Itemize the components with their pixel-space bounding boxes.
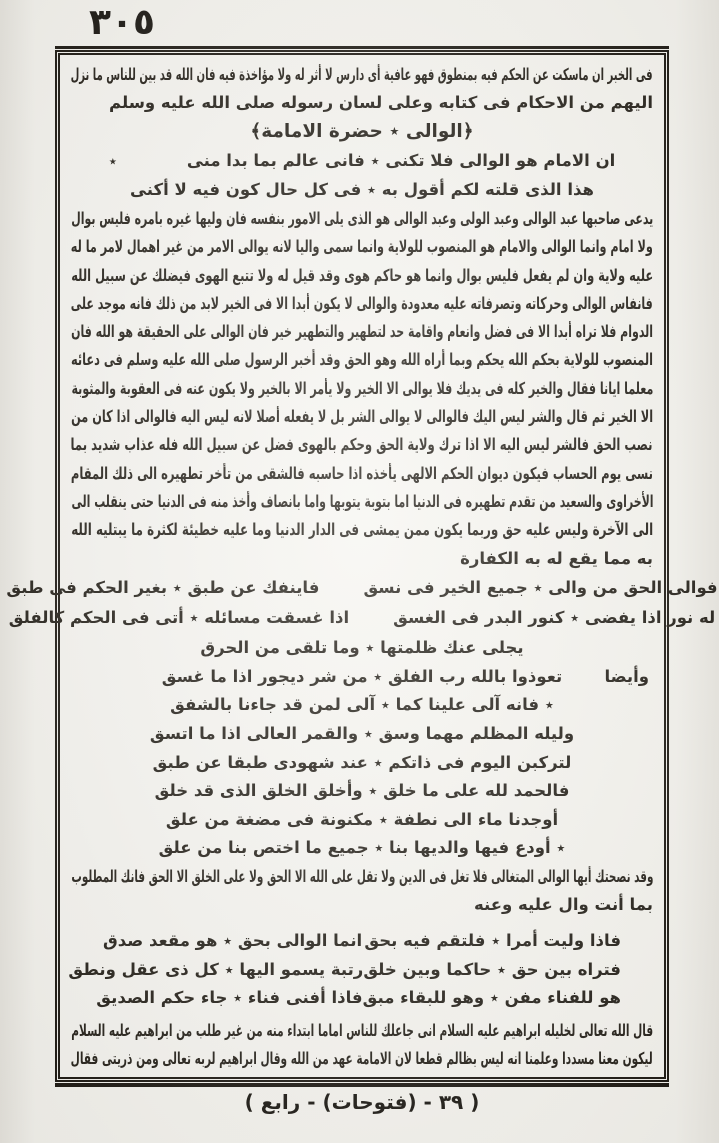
poem-b-line: وأيضا تعوذوا بالله رب الفلق ٭ من شر ديجور اذا ما غسق	[72, 663, 654, 692]
body-line-last: به مما يقع له به الكفارة	[461, 548, 654, 568]
closing-line-1: قال الله تعالى لخليله ابراهيم عليه السلام انى جاعلك للناس اماما ابتداء منه من غير طلب من ابراهيم عليه السلام	[72, 1020, 654, 1040]
section-heading: ﴿الوالى ٭ حضرة الامامة﴾	[251, 121, 475, 142]
text-block	[7, 55, 719, 1077]
poem-b-line: ٭ أودع فيها والديها بنا ٭ جميع ما اختص بنا من علق	[159, 838, 567, 858]
body-line: المنصوب للولاية بحكم الله يحكم وبما أراه الله وهو الحق وقد أخبر الرسول صلى الله عليه وسلم فى دعائه	[72, 350, 654, 370]
body-line: عليه ولاية وان لم يفعل فليس بوال وانما هو حاكم هوى وقد قيل له ولا تتبع الهوى فيضلك عن سبيل الله	[72, 265, 654, 285]
poem-a-line-2: له نور اذا يفضى ٭ كنور البدر فى الغسق اذا غسقت مسائله ٭ أتى فى الحكم كالفلق	[9, 607, 717, 627]
opening-poem-verse-2: هذا الذى قلته لكم أقول به ٭ فى كل حال كون فيه لا أكنى	[131, 180, 595, 199]
body-line: الدوام فلا تراه أبدا الا فى فضل وانعام واقامة حد لتطهير والتطهير خير فان الوالى على الحقيقة هو الله فان	[72, 322, 654, 342]
intro-line-2: اليهم من الاحكام فى كتابه وعلى لسان رسوله صلى الله عليه وسلم	[110, 93, 654, 112]
body-line: الا الخير ثم قال والشر ليس اليك فالوالى لا يوالى الشر بل لا يفعله أصلا لانه ليس اليه فالوالى اذا كان من	[72, 407, 654, 427]
body-line: فانفاس الوالى وحركاته وتصرفاته عليه معدودة والوالى لا يكون أبدا الا فى الخير لابد من ذلك فانه موجد على	[71, 293, 654, 313]
body-line: يدعى صاحبها عبد الوالى وعبد الولى وعبد الوالى هو الذى يلى الامور بنفسه فان وليها غيره بامره فليس بوال	[71, 209, 654, 228]
body-line: نصب الحق فالشر ليس اليه الا اذا ترك ولاية الحق وحكم بالهوى فضل عن سبيل الله فله عذاب شديد بما	[72, 435, 654, 455]
poem-c-line: فاذا وليت أمرا ٭ فلتقم فيه بحق انما الوالى بحق ٭ هو مقعد صدق	[104, 931, 622, 951]
body-line: معلما ايانا فقال والخير كله فى يديك فلا يوالى الا الخير ولا يأمر الا بالخير ولا يكون عنه فى العقوبة والمثوبة	[72, 378, 654, 398]
poem-b-line: وليله المظلم مهما وسق ٭ والقمر العالى اذا ما اتسق	[150, 724, 576, 744]
intro-line-1: فى الخبر ان ماسكت عن الحكم فيه بمنطوق فهو عافية أى دارس لا أثر له ولا مؤاخذة فيه فان الله قد بين للناس ما نزل	[72, 65, 654, 84]
page-number: ٣٠٥	[90, 2, 156, 43]
poem-c-line: هو للفناء مفن ٭ وهو للبقاء مبق فاذا أفنى فناء ٭ جاء حكم الصديق	[97, 988, 622, 1008]
poem-b-line: أوجدنا ماء الى نطفة ٭ مكنونة فى مضغة من علق	[166, 809, 560, 829]
body-line: نسى يوم الحساب فيكون ديوان الحكم الالهى يأخذه اذا حاسبه فالشقى من تأخر تطهيره الى ذلك المقام	[71, 463, 654, 483]
poem-c-line: فتراه بين حق ٭ حاكما وبين خلق رتبة يسمو اليها ٭ كل ذى عقل ونطق	[69, 959, 622, 979]
poem-b-line: فالحمد لله على ما خلق ٭ وأخلق الخلق الذى قد خلق	[155, 781, 571, 801]
poem-a-line-3: يجلى عنك ظلمتها ٭ وما تلقى من الحرق	[201, 637, 525, 657]
poem-a-line-1: فوالى الحق من والى ٭ جميع الخير فى نسق فاينفك عن طبق ٭ بغير الحكم فى طبق	[7, 577, 719, 597]
body-line: الى الآخرة وليس عليه حق وربما يكون ممن يمشى فى الدار الدنيا وما عليه خطيئة لكثرة ما يبتليه الله	[72, 520, 654, 540]
verse-separator-star: ٭	[109, 152, 118, 170]
page-border-frame	[7, 50, 719, 1082]
poem-b-line: ٭ فانه آلى علينا كما ٭ آلى لمن قد جاءنا بالشفق	[171, 695, 555, 715]
poem-b-line: لتركبن اليوم فى ذاتكم ٭ عند شهودى طبقا عن طبق	[153, 752, 573, 772]
closing-line-2: ليكون معنا مسددا وعلمنا انه ليس بظالم قطعا لان الامامة عهد من الله وقال ابراهيم لربه تعالى ومن ذريتى فقال	[71, 1048, 654, 1068]
body-line: ولا امام وانما الوالى والامام هو المنصوب للولاية وانما سمى واليا لانه يوالى الامر من غير اهمال لامر ما له	[71, 237, 654, 257]
opening-poem-verse-1: ان الامام هو الوالى فلا تكنى ٭ فانى عالم بما بدا منى ٭	[72, 147, 654, 175]
advice-line-2: بما أنت وال عليه وعنه	[475, 895, 654, 915]
body-line: الأخراوى والسعيد من تقدم تطهيره فى الدنيا اما بتوبة يتوبها واما بانصاف وأخذ منه فى الدنيا حتى ينقلب الى	[71, 491, 654, 511]
aydan-margin-label: وأيضا	[605, 666, 650, 686]
volume-footer: ( ٣٩ - (فتوحات) - رابع )	[245, 1090, 481, 1114]
advice-line-1: وقد نصحتك أيها الوالى المتغالى فلا تغل فى الدين ولا تقل على الله الا الحق ولا على الخلق الا الحق فانك المطلوب	[71, 867, 654, 887]
